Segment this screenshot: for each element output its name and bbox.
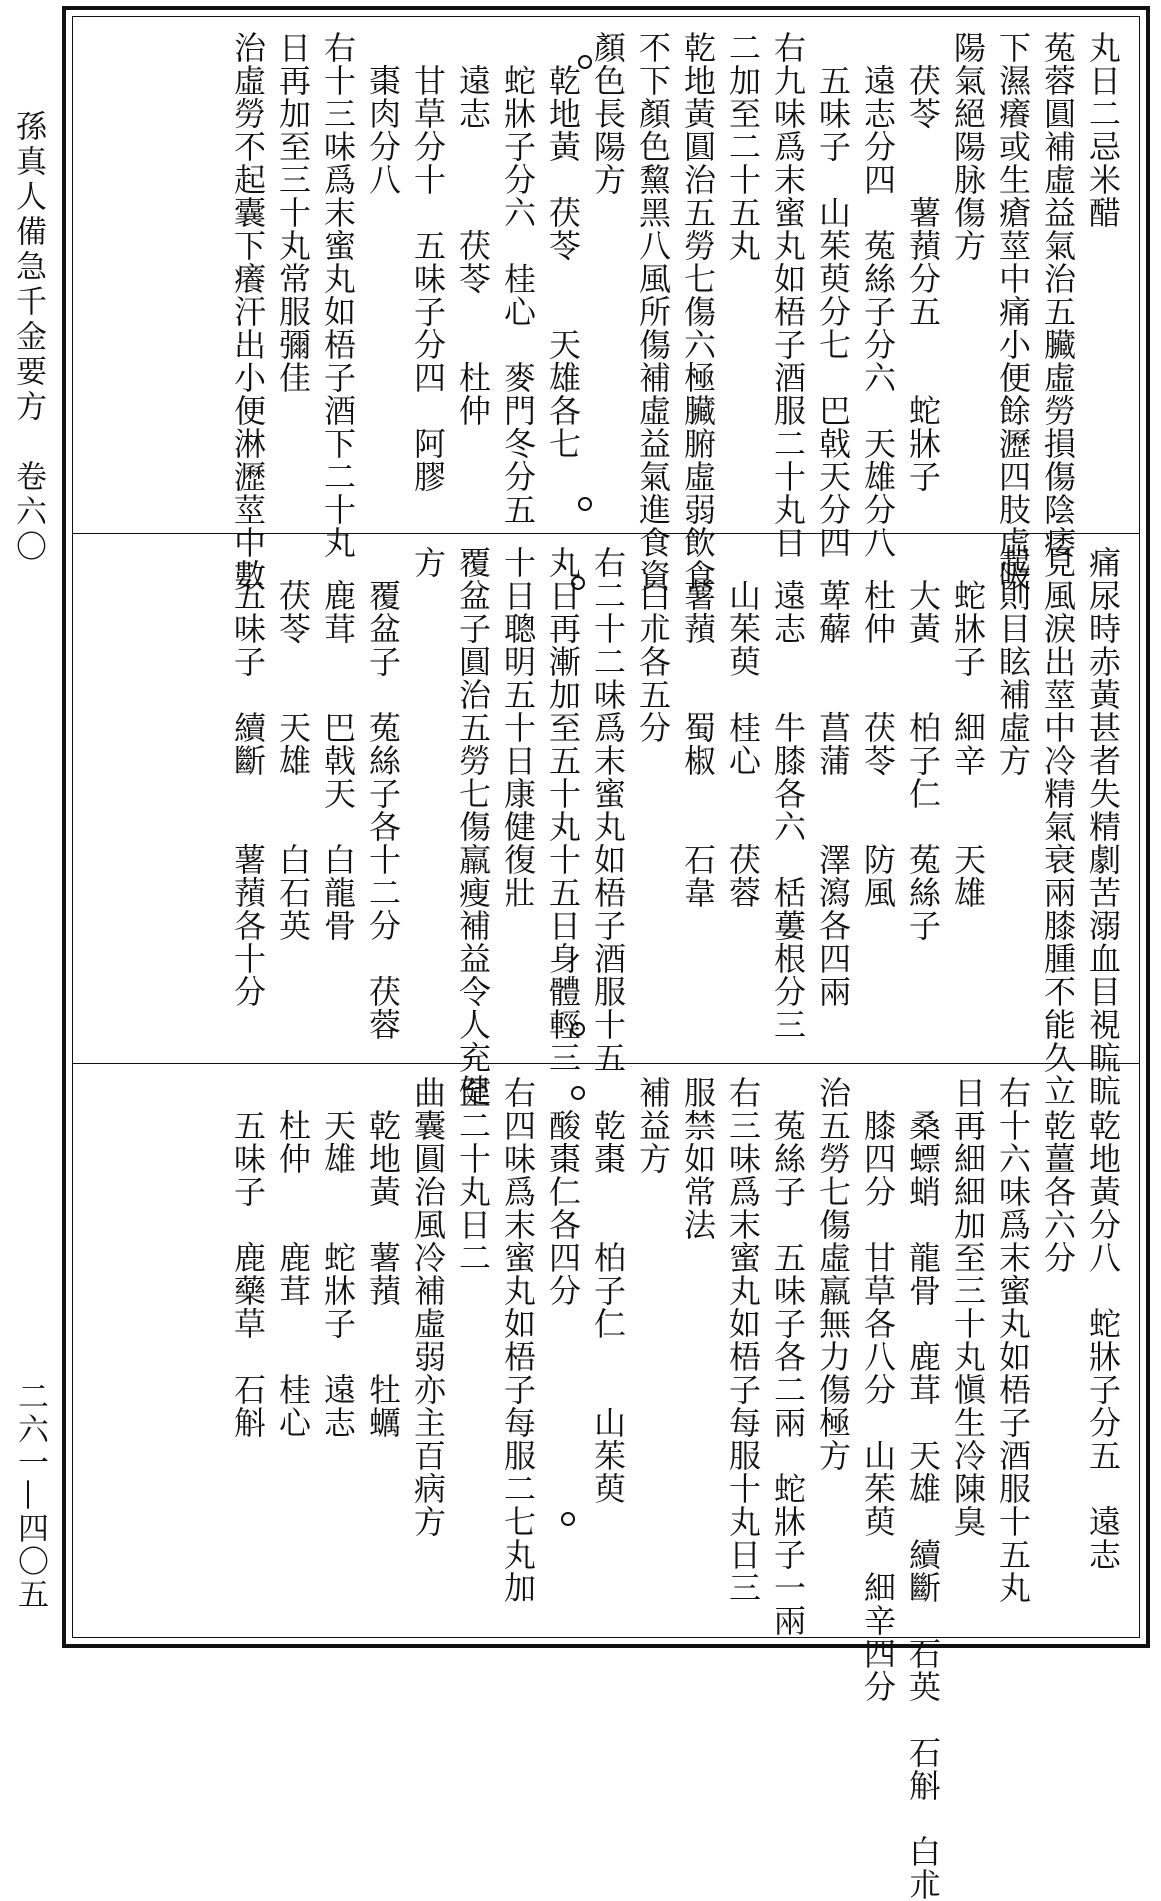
text-column: 補益方 bbox=[634, 1076, 672, 1175]
text-column: 茯苓 天雄 白石英 bbox=[274, 546, 312, 942]
text-column: 遠志分四 菟絲子分六 天雄分八 bbox=[859, 31, 897, 559]
text-column: 鹿茸 巴戟天 白龍骨 bbox=[319, 546, 357, 942]
text-column: 服禁如常法 bbox=[679, 1076, 717, 1241]
text-column: 日再細細加至三十丸愼生冷陳臭 bbox=[949, 1076, 987, 1538]
text-column: 乾地黃 茯苓 天雄各七 bbox=[544, 31, 582, 460]
text-column: 白朮各五分 bbox=[634, 546, 672, 744]
text-column: 菟蓉圓補虛益氣治五臟虛勞損傷陰痿 bbox=[1039, 31, 1077, 559]
text-column: 曲囊圓治風冷補虛弱亦主百病方 bbox=[409, 1076, 447, 1538]
text-column: 右三味爲末蜜丸如梧子每服十丸日三 bbox=[724, 1076, 762, 1604]
text-column: 治五勞七傷虛羸無力傷極方 bbox=[814, 1076, 852, 1472]
text-column: 天雄 蛇牀子 遠志 bbox=[319, 1076, 357, 1439]
margin-book-title: 孫真人備急千金要方 卷六〇 bbox=[10, 110, 46, 565]
text-column: 蛇牀子分六 桂心 麥門冬分五 bbox=[499, 31, 537, 526]
text-column: 酸棗仁各四分 bbox=[544, 1076, 582, 1307]
text-column: 覆盆子 菟絲子各十二分 茯蓉 bbox=[364, 546, 402, 1041]
text-column: 萆薢 菖蒲 澤瀉各四兩 bbox=[814, 546, 852, 1008]
circle-mark bbox=[571, 1022, 585, 1036]
text-column: 顏色長陽方 bbox=[589, 31, 627, 196]
text-column: 丸日再漸加至五十丸十五日身體輕三 bbox=[544, 546, 582, 1074]
text-column: 桑螵蛸 龍骨 鹿茸 天雄 續斷 石英 石斛 白朮 bbox=[904, 1076, 942, 1901]
page-frame bbox=[62, 6, 1150, 1901]
text-column: 覆盆子圓治五勞七傷羸瘦補益令人充健 bbox=[454, 546, 492, 1107]
text-column: 膝四分 甘草各八分 山茱萸 細辛四分 bbox=[859, 1076, 897, 1703]
text-column: 日再加至三十丸常服彌佳 bbox=[274, 31, 312, 394]
page-frame-inner bbox=[72, 16, 1140, 1901]
text-column: 陽氣絕陽脉傷方 bbox=[949, 31, 987, 262]
text-column: 治虛勞不起囊下癢汗出小便淋瀝莖中數 bbox=[229, 31, 267, 592]
circle-mark bbox=[578, 55, 592, 69]
text-column: 右四味爲末蜜丸如梧子每服二七丸加 bbox=[499, 1076, 537, 1604]
text-column: 山茱萸 桂心 茯蓉 bbox=[724, 546, 762, 909]
text-column: 棗肉分八 bbox=[364, 31, 402, 196]
text-column: 薯蕷 蜀椒 石韋 bbox=[679, 546, 717, 909]
text-column: 不下顏色黧黑八風所傷補虛益氣進食資 bbox=[634, 31, 672, 592]
text-column: 蛇牀子 細辛 天雄 bbox=[949, 546, 987, 909]
text-column: 至二十丸日二 bbox=[454, 1076, 492, 1274]
register-top bbox=[73, 17, 1139, 592]
text-column: 起則目眩補虛方 bbox=[994, 546, 1032, 777]
text-column: 五味子 鹿藥草 石斛 bbox=[229, 1076, 267, 1439]
text-column: 遠志 牛膝各六 栝蔞根分三 bbox=[769, 546, 807, 1041]
text-column: 乾地黃 薯蕷 牡蠣 bbox=[364, 1076, 402, 1439]
text-column: 菟絲子 五味子各二兩 蛇牀子一兩 bbox=[769, 1076, 807, 1637]
text-column: 右十六味爲末蜜丸如梧子酒服十五丸 bbox=[994, 1076, 1032, 1604]
text-column: 乾地黃分八 蛇牀子分五 遠志 bbox=[1084, 1076, 1122, 1571]
register-top-text bbox=[225, 31, 1125, 592]
text-column: 右九味爲末蜜丸如梧子酒服二十丸日 bbox=[769, 31, 807, 559]
text-column: 右二十二味爲末蜜丸如梧子酒服十五 bbox=[589, 546, 627, 1074]
register-middle bbox=[73, 533, 1139, 1107]
circle-mark bbox=[571, 576, 585, 590]
circle-mark bbox=[578, 497, 592, 511]
circle-mark bbox=[571, 1086, 585, 1100]
text-column: 五味子 續斷 薯蕷各十分 bbox=[229, 546, 267, 1008]
text-column: 痛尿時赤黃甚者失精劇苦溺血目視䀮䀮 bbox=[1084, 546, 1122, 1107]
register-bottom-text bbox=[225, 1076, 1125, 1901]
text-column: 見風淚出莖中冷精氣衰兩膝腫不能久立 bbox=[1039, 546, 1077, 1107]
text-column: 甘草分十 五味子分四 阿膠 bbox=[409, 31, 447, 493]
text-column: 下濕癢或生瘡莖中痛小便餘瀝四肢虛吸 bbox=[994, 31, 1032, 592]
register-middle-text bbox=[225, 546, 1125, 1107]
text-column: 杜仲 鹿茸 桂心 bbox=[274, 1076, 312, 1439]
text-column: 五味子 山茱萸分七 巴戟天分四 bbox=[814, 31, 852, 559]
margin-page-number: 二六一—四〇五 bbox=[12, 1380, 48, 1611]
text-column: 遠志 茯苓 杜仲 bbox=[454, 31, 492, 427]
text-column: 十日聰明五十日康健復壯 bbox=[499, 546, 537, 909]
register-bottom bbox=[73, 1063, 1139, 1901]
text-column: 乾薑各六分 bbox=[1039, 1076, 1077, 1274]
text-column: 丸日二忌米醋 bbox=[1084, 31, 1122, 229]
text-column: 方 bbox=[409, 546, 447, 579]
text-column: 茯苓 薯蕷分五 蛇牀子 bbox=[904, 31, 942, 493]
text-column: 乾地黃圓治五勞七傷六極臟腑虛弱飲食 bbox=[679, 31, 717, 592]
circle-mark bbox=[561, 1512, 575, 1526]
text-column: 二加至二十五丸 bbox=[724, 31, 762, 262]
text-column: 右十三味爲末蜜丸如梧子酒下二十丸 bbox=[319, 31, 357, 559]
text-column: 杜仲 茯苓 防風 bbox=[859, 546, 897, 909]
text-column: 乾棗 柏子仁 山茱萸 bbox=[589, 1076, 627, 1505]
text-column: 大黃 柏子仁 菟絲子 bbox=[904, 546, 942, 942]
